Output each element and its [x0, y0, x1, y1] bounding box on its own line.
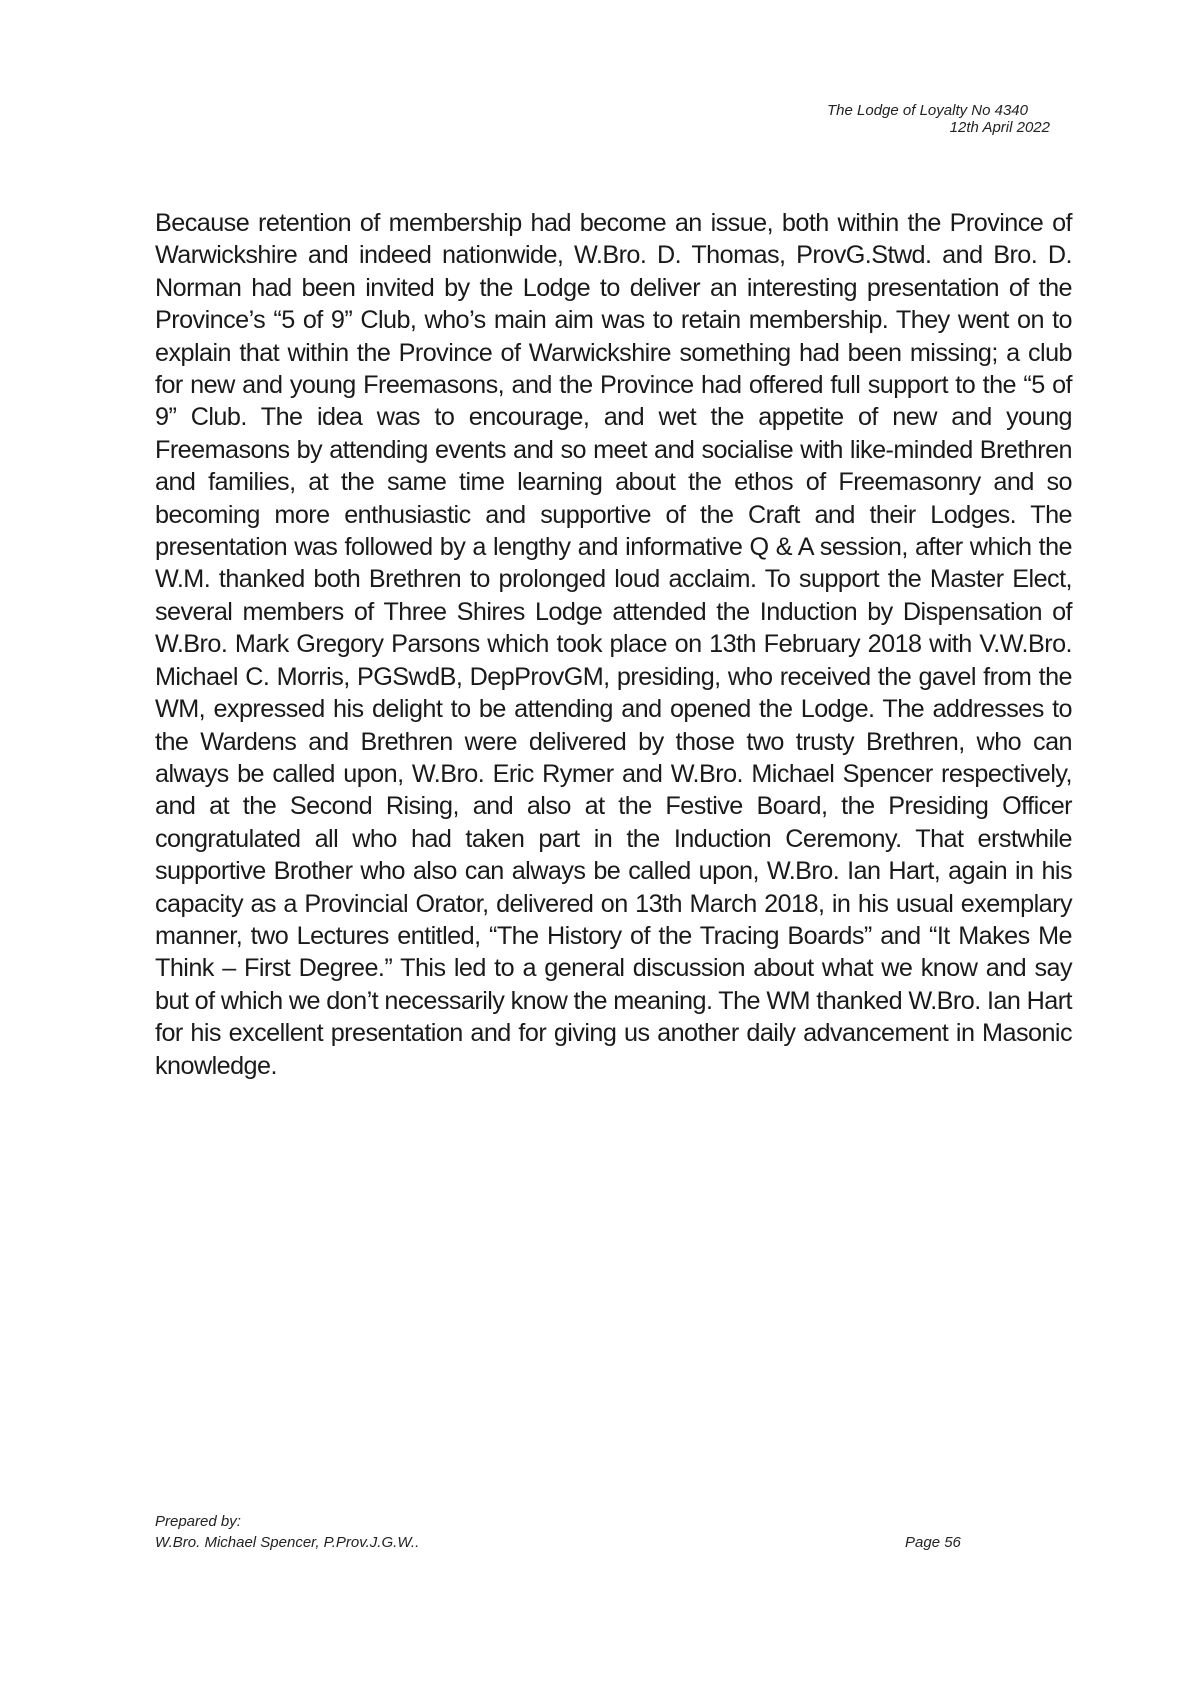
page-header	[650, 102, 1050, 136]
footer-prepared-by	[155, 1511, 419, 1553]
header-date: 12th April 2022	[949, 119, 1050, 136]
lodge-name: The Lodge of Loyalty No 4340	[827, 102, 1028, 119]
page-number: Page 56	[905, 1534, 961, 1551]
author-name: W.Bro. Michael Spencer, P.Prov.J.G.W..	[155, 1534, 420, 1551]
body-text	[155, 207, 1072, 1082]
prepared-by-label: Prepared by:	[155, 1513, 241, 1530]
main-paragraph: Because retention of membership had become an issue, both within the Province of Warwickshire and indeed nationwide, W.Bro. D. Thomas, ProvG.Stwd. and Bro. D. Norman had been invited by the Lodge to deliver an interesting presentation of the Province’s “5 of 9” Club, who’s main aim was to retain membership. They went on to explain that within the Province of Warwickshire something had been missing; a club for new and young Freemasons, and the Province had offered full support to the “5 of 9” Club. The idea was to encourage, and wet the appetite of new and young Freemasons by attending events and so meet and socialise with like-minded Brethren and families, at the same time learning about the ethos of Freemasonry and so becoming more enthusiastic and supportive of the Craft and their Lodges. The presentation was followed by a lengthy and informative Q & A session, after which the W.M. thanked both Brethren to prolonged loud acclaim. To support the Master Elect, several members of Three Shires Lodge attended the Induction by Dispensation of W.Bro. Mark Gregory Parsons which took place on 13th February 2018 with V.W.Bro. Michael C. Morris, PGSwdB, DepProvGM, presiding, who received the gavel from the WM, expressed his delight to be attending and opened the Lodge. The addresses to the Wardens and Brethren were delivered by those two trusty Brethren, who can always be called upon, W.Bro. Eric Rymer and W.Bro. Michael Spencer respectively, and at the Second Rising, and also at the Festive Board, the Presiding Officer congratulated all who had taken part in the Induction Ceremony. That erstwhile supportive Brother who also can always be called upon, W.Bro. Ian Hart, again in his capacity as a Provincial Orator, delivered on 13th March 2018, in his usual exemplary manner, two Lectures entitled, “The History of the Tracing Boards” and “It Makes Me Think – First Degree.” This led to a general discussion about what we know and say but of which we don’t necessarily know the meaning. The WM thanked W.Bro. Ian Hart for his excellent presentation and for giving us another daily advancement in Masonic knowledge.	[155, 209, 1072, 1080]
